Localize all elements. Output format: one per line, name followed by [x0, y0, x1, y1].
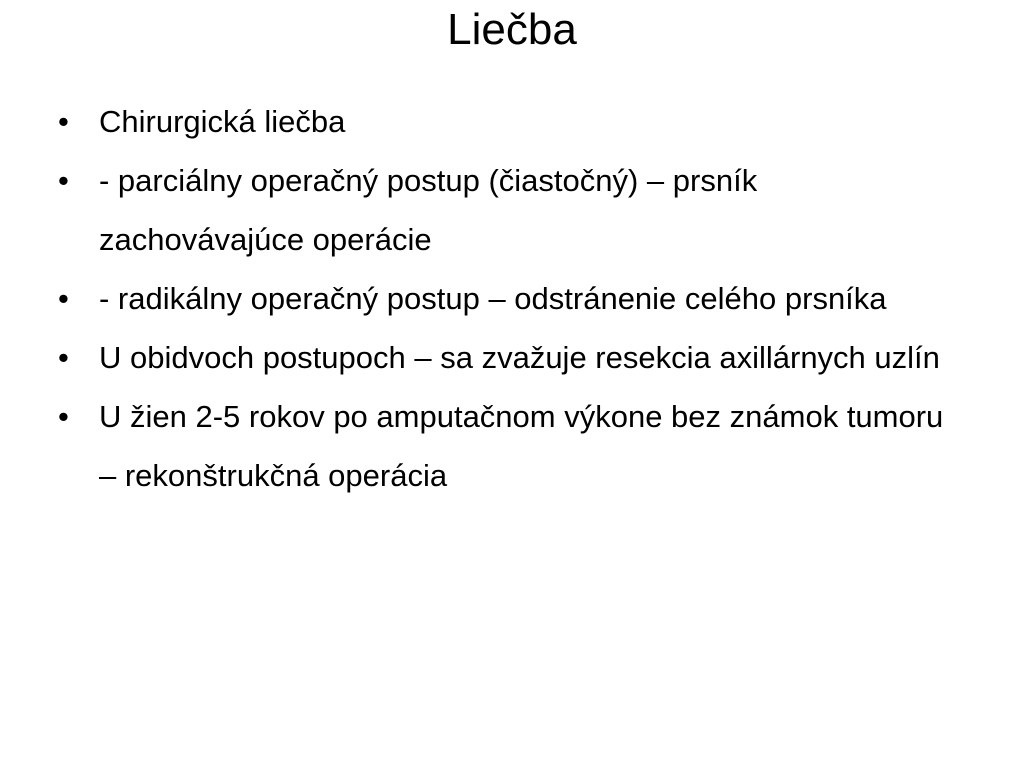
bullet-list: [56, 92, 956, 505]
bullet-dot-icon: •: [58, 399, 69, 434]
bullet-dot-icon: •: [58, 340, 69, 375]
bullet-text: - parciálny operačný postup (čiastočný) – prsník zachovávajúce operácie: [99, 163, 758, 257]
bullet-item: [56, 151, 956, 269]
bullet-item: [56, 269, 956, 328]
bullet-text: Chirurgická liečba: [99, 104, 346, 139]
slide-title: Liečba: [447, 5, 577, 54]
bullet-dot-icon: •: [58, 104, 69, 139]
bullet-text: U žien 2-5 rokov po amputačnom výkone bez známok tumoru – rekonštrukčná operácia: [99, 399, 944, 493]
bullet-dot-icon: •: [58, 163, 69, 198]
bullet-dot-icon: •: [58, 281, 69, 316]
bullet-item: [56, 387, 956, 505]
bullet-item: [56, 328, 956, 387]
bullet-text: U obidvoch postupoch – sa zvažuje resekcia axillárnych uzlín: [99, 340, 940, 375]
bullet-text: - radikálny operačný postup – odstránenie celého prsníka: [99, 281, 887, 316]
bullet-item: [56, 92, 956, 151]
